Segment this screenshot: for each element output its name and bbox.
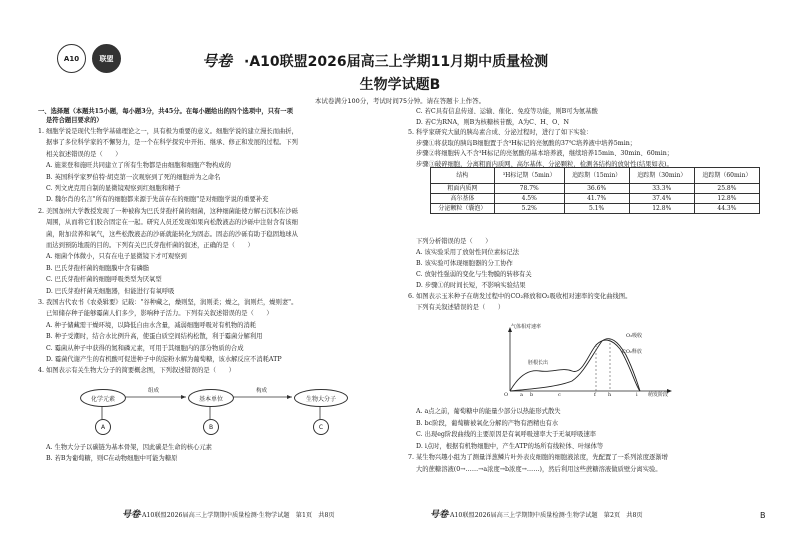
edge-label-compose: 组成 xyxy=(148,388,160,394)
answer-option: D. 霉菌代谢产生的有机酸可促进种子中的淀粉水解为葡萄糖，该水解反应不消耗ATP xyxy=(46,356,282,363)
question-line: 而达到预防地震的目的。下列有关巴氏芽孢杆菌的叙述，正确的是（ ） xyxy=(46,242,254,249)
question-line: 步骤②将细胞转入不含³H标记的亮氨酸的基本培养液，继续培养15min、30min、60min； xyxy=(416,150,674,157)
question-line: 菌，附加营养和氧气，这些松散液态的沙砾就能转化为固态。固态的沙砾有助于稳固地球从 xyxy=(46,230,298,238)
answer-option: B. bc阶段，葡萄糖被氧化分解的产物有酒精也有水 xyxy=(416,419,559,427)
table-cell: 分泌颗粒（囊泡） xyxy=(431,204,495,214)
exam-subtitle: 生物学试题B xyxy=(359,77,441,93)
table-row xyxy=(431,184,760,194)
answer-option: D. 若C为RNA，则B为核糖核苷酸，A为C、H、O、N xyxy=(416,118,570,126)
concept-node-units: 基本单位 xyxy=(188,389,234,407)
exam-title: ·A10联盟2026届高三上学期11月期中质量检测 xyxy=(244,54,549,70)
table-header-row xyxy=(431,168,760,184)
table-cell: 高尔基体 xyxy=(431,194,495,204)
question-line: 下列有关叙述错误的是（ ） xyxy=(416,304,505,311)
answer-option: C. 若C具有信息传递、运输、催化、免疫等功能，则B可为氨基酸 xyxy=(416,108,598,115)
answer-option: C. 列文虎克用自制的显微镜观察到红细胞和精子 xyxy=(46,185,181,192)
school-seal-logo: A10 xyxy=(57,44,86,73)
right-footer: 号卷·A10联盟2026届高三上学期期中质量检测·生物学试题 第2页 共8页 xyxy=(430,510,643,520)
concept-circle-a: A xyxy=(95,419,111,435)
question-line: 步骤③破碎细胞，分离粗面内质网、高尔基体、分泌颗粒，检测各结构的放射性(结果如表)。 xyxy=(416,160,673,168)
graph-point-label: h xyxy=(608,392,612,398)
graph-y-label: 气体相对速率 xyxy=(511,324,542,330)
concept-circle-b: B xyxy=(203,419,219,435)
answer-option: A. 种子储藏需干燥环境，以降低自由水含量，减弱细胞呼吸对有机物的消耗 xyxy=(46,321,257,329)
table-header-cell: 追踪期（60min） xyxy=(694,168,759,184)
question-line: 下列分析错误的是（ ） xyxy=(416,238,492,245)
answer-option: D. 魏尔肖的名言"所有的细胞都来源于先前存在的细胞"是对细胞学说的重要补充 xyxy=(46,196,269,204)
question-line: 周围，从而将它们胶合固定在一起。研究人员还发现如果向松散液态的沙砾中注射含有该细 xyxy=(46,219,298,227)
answer-option: A. 细菌个体微小，只有在电子显微镜下才可观察到 xyxy=(46,253,187,261)
answer-option: B. 若B为葡萄糖，则C在动物细胞中可能为糖原 xyxy=(46,455,178,463)
question-line: 步骤①将获取的胰岛B细胞置于含³H标记的亮氨酸的37℃培养液中培养5min； xyxy=(416,139,637,147)
concept-circle-c: C xyxy=(313,419,329,435)
answer-option: B. 该实验可体现细胞器的分工协作 xyxy=(416,260,513,267)
exam-note: 本试卷满分100分，考试时间75分钟。请在答题卡上作答。 xyxy=(314,97,486,105)
concept-node-elements: 化学元素 xyxy=(80,389,126,407)
table-header-cell: 结构 xyxy=(431,168,495,184)
alliance-logo: 联盟 xyxy=(92,44,121,73)
radioactivity-table xyxy=(430,167,760,214)
footer-brand-mark: 号卷 xyxy=(122,510,141,520)
answer-option: D. i点时，根据有机物细胞中，产生ATP的场所有线粒体、叶绿体等 xyxy=(416,442,604,450)
answer-option: B. 种子受潮时，结合水比例升高，使蛋白质空间结构松散，利于霉菌分解利用 xyxy=(46,333,263,341)
answer-option: D. 步骤①的时间长短，不影响实验结果 xyxy=(416,282,526,289)
table-cell: 粗面内质网 xyxy=(431,184,495,194)
question-line: 已知储存种子能够霉菌人们多少，影响种子活力。下列有关叙述错误的是（ ） xyxy=(46,310,273,318)
graph-point-label: f xyxy=(594,392,596,398)
question-line: 6. 如图表示玉米种子在萌发过程中的CO₂释放和O₂吸收相对速率的变化曲线图。 xyxy=(408,293,632,300)
table-cell: 25.8% xyxy=(694,184,759,194)
table-cell: 5.1% xyxy=(564,204,629,214)
table-cell: 4.5% xyxy=(494,194,564,204)
question-line: 4. 如图表示有关生物大分子的简要概念图，下列叙述错误的是（ ） xyxy=(38,367,235,375)
table-header-cell: 追踪期（15min） xyxy=(564,168,629,184)
table-header-cell: ³H标记期（5min） xyxy=(494,168,564,184)
question-line: 5. 科学家研究大鼠的胰岛素合成、分泌过程时，进行了如下实验： xyxy=(408,129,593,136)
version-mark: B xyxy=(760,511,766,520)
table-cell: 44.3% xyxy=(694,204,759,214)
question-line: 大的蔗糖溶液(0→……→a浓度→b浓度→……)，然后利用这些蔗糖溶液做质壁分离实验。 xyxy=(416,465,662,473)
question-line: 3. 我国古代农书《农桑辑要》记载："谷种藏之，燥则坚，润则柔；燥之，润则烂，燥则妻"。 xyxy=(38,299,298,306)
graph-co2-label: CO₂释放 xyxy=(622,349,642,355)
question-line: 相关叙述错误的是（ ） xyxy=(46,150,122,158)
graph-point-label: c xyxy=(558,392,561,398)
section-heading-cont: 是符合题目要求的） xyxy=(46,117,103,124)
brand-mark: 号卷 xyxy=(202,52,233,70)
table-cell: 41.7% xyxy=(564,194,629,204)
answer-option: A. 该实验采用了放射性同位素标记法 xyxy=(416,249,520,256)
graph-point-label: O xyxy=(504,392,509,398)
table-header-cell: 追踪期（30min） xyxy=(629,168,694,184)
answer-option: C. 霉菌从种子中获得的氮和磷元素，可用于其细胞内的部分物质的合成 xyxy=(46,344,244,352)
graph-x-label: 萌发阶段 xyxy=(648,392,669,398)
graph-point-label: a xyxy=(520,392,523,398)
answer-option: C. 放射性强弱的变化与生物膜的转移有关 xyxy=(416,271,532,278)
question-line: 据事了多位科学家的不懈努力，是一个在科学探究中开拓、继承、修正和发展的过程。下列 xyxy=(46,139,298,147)
concept-node-macromolecules: 生物大分子 xyxy=(294,389,348,407)
graph-point-label: i xyxy=(636,392,638,398)
left-footer: 号卷·A10联盟2026届高三上学期期中质量检测·生物学试题 第1页 共8页 xyxy=(122,510,335,520)
footer-brand-mark: 号卷 xyxy=(430,510,449,520)
question-line: 2. 美国加州大学教授发现了一种被称为巴氏芽孢杆菌的细菌，这种细菌能使方解石沉积在沙砾 xyxy=(38,207,298,215)
table-row xyxy=(431,194,760,204)
table-cell: 33.3% xyxy=(629,184,694,194)
graph-o2-label: O₂吸收 xyxy=(626,333,643,339)
answer-option: C. 巴氏芽孢杆菌的细胞呼吸类型为厌氧型 xyxy=(46,276,162,284)
answer-option: B. 巴氏芽孢杆菌的细胞膜中含有磷脂 xyxy=(46,264,150,272)
edge-label-construct: 构成 xyxy=(256,388,268,394)
answer-option: D. 巴氏芽孢杆菌无细胞器，但能进行有氧呼吸 xyxy=(46,287,175,295)
answer-option: B. 英国科学家罗伯特·胡克第一次观察到了死的细胞并为之命名 xyxy=(46,173,221,181)
table-cell: 12.8% xyxy=(694,194,759,204)
table-cell: 36.6% xyxy=(564,184,629,194)
answer-option: A. 生物大分子以碳链为基本骨架，因此碳是生命的核心元素 xyxy=(46,444,212,451)
answer-option: C. 出现eg阶段曲线的主要原因是有氧呼吸速率大于无氧呼吸速率 xyxy=(416,431,597,438)
graph-radicle-note: 胚根长出 xyxy=(528,360,549,366)
question-line: 1. 细胞学说是现代生物学基础理论之一，具有极为重要的意义。细胞学说的建立漫长而曲折， xyxy=(38,128,298,135)
table-cell: 5.2% xyxy=(494,204,564,214)
table-cell: 12.8% xyxy=(629,204,694,214)
section-heading: 一、选择题（本题共15小题，每小题3分，共45分。在每小题给出的四个选项中，只有一项 xyxy=(38,108,293,115)
answer-option: A. a点之前，葡萄糖中的能量少部分以热能形式散失 xyxy=(416,408,561,415)
answer-option: A. 施莱登和施旺共同建立了所有生物都是由细胞和细胞产物构成的 xyxy=(46,162,231,170)
table-row xyxy=(431,204,760,214)
graph-point-label: b xyxy=(530,392,534,398)
page-header xyxy=(0,0,800,105)
table-cell: 37.4% xyxy=(629,194,694,204)
question-line: 7. 某生物兴趣小组为了测量洋葱鳞片叶外表皮细胞的细胞液浓度，先配置了一系列浓度逐渐增 xyxy=(408,454,668,461)
table-cell: 78.7% xyxy=(494,184,564,194)
